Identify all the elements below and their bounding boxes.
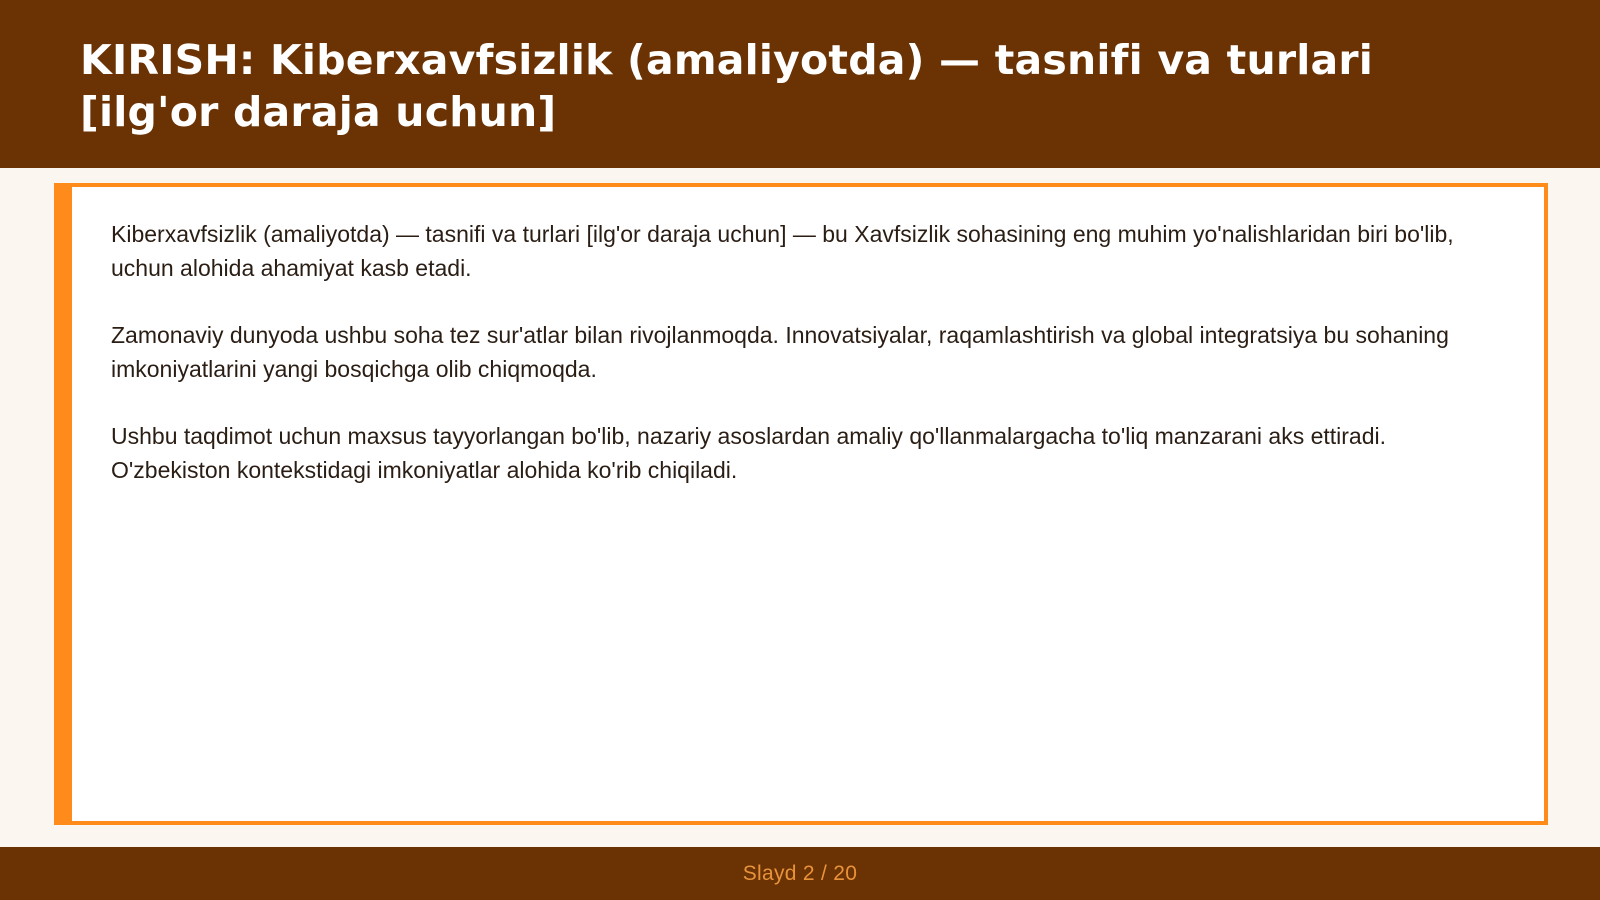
slide-counter: Slayd 2 / 20: [742, 861, 858, 885]
paragraph-modern-world: Zamonaviy dunyoda ushbu soha tez sur'atlar bilan rivojlanmoqda. Innovatsiyalar, raqamlashtirish va global integratsiya bu sohaning imkoniyatlarini yangi bosqichga olib chiqmoqda.: [111, 322, 1449, 382]
paragraph-intro: Kiberxavfsizlik (amaliyotda) — tasnifi va turlari [ilg'or daraja uchun] — bu Xavfsizlik sohasining eng muhim yo'nalishlaridan biri bo'lib, uchun alohida ahamiyat kasb etadi.: [111, 221, 1454, 281]
slide-footer: [0, 847, 1600, 900]
slide-header: [0, 0, 1600, 168]
slide-title: KIRISH: Kiberxavfsizlik (amaliyotda) — tasnifi va turlari [ilg'or daraja uchun]: [80, 36, 1374, 136]
content-body: [111, 217, 1501, 520]
content-panel: [54, 183, 1548, 825]
paragraph-presentation-scope: Ushbu taqdimot uchun maxsus tayyorlangan bo'lib, nazariy asoslardan amaliy qo'llanmalargacha to'liq manzarani aks ettiradi. O'zbekiston kontekstidagi imkoniyatlar alohida ko'rib chiqiladi.: [111, 423, 1387, 483]
